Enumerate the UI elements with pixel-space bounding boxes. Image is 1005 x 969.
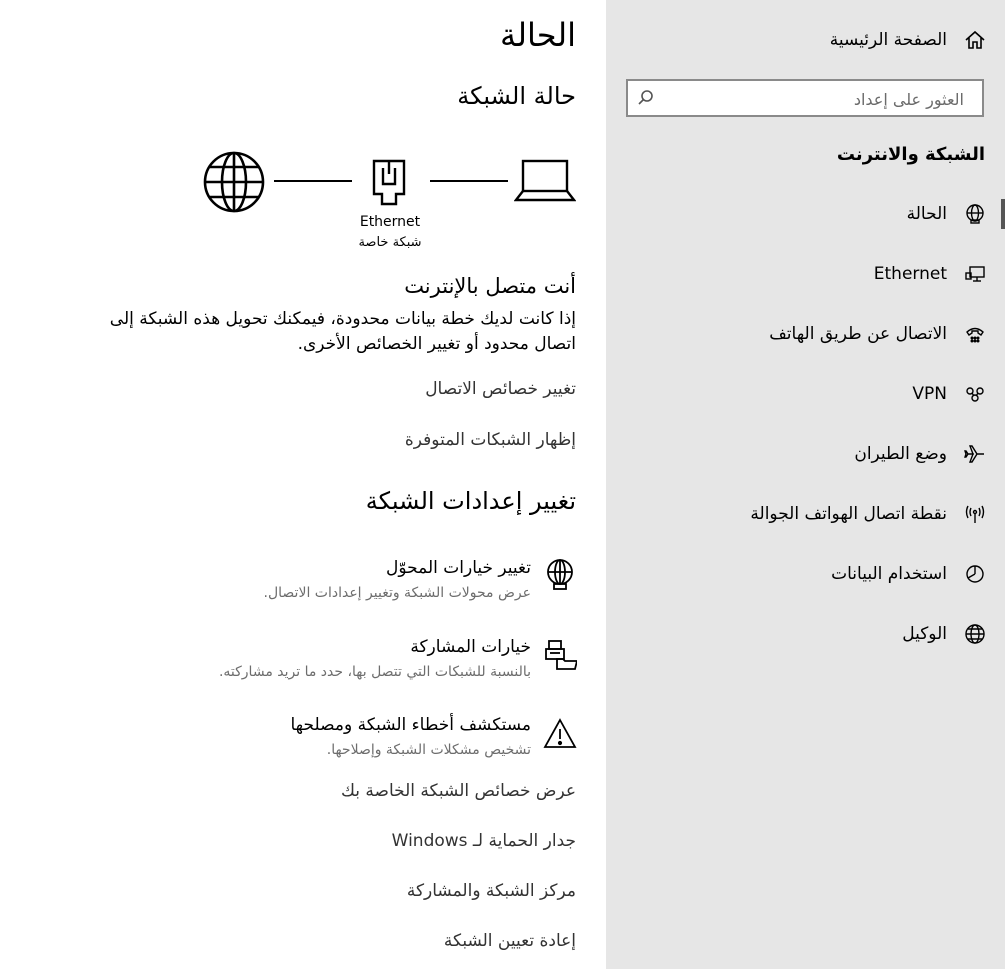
sidebar-item-label: الوكيل [902, 624, 947, 644]
sidebar-item-label: وضع الطيران [854, 444, 947, 464]
sidebar-item-label: استخدام البيانات [831, 564, 947, 584]
sidebar-item-status[interactable] [627, 194, 987, 234]
option-subtitle: بالنسبة للشبكات التي تتصل بها، حدد ما تريد مشاركته. [218, 664, 531, 680]
adapter-name-label: Ethernet [359, 214, 421, 230]
option-subtitle: عرض محولات الشبكة وتغيير إعدادات الاتصال. [263, 585, 531, 601]
windows-firewall-link[interactable]: جدار الحماية لـ Windows [391, 831, 576, 851]
computer-laptop-icon [514, 158, 576, 204]
dialup-icon [963, 322, 987, 346]
status-globe-icon [963, 202, 987, 226]
ethernet-icon [963, 262, 987, 286]
connected-heading: أنت متصل بالإنترنت [404, 274, 576, 298]
connected-description-line1: إذا كانت لديك خطة بيانات محدودة، فيمكنك تحويل هذه الشبكة إلى [109, 309, 576, 329]
sharing-icon [543, 638, 577, 672]
network-profile-label: شبكة خاصة [358, 235, 422, 250]
page-title: الحالة [500, 16, 576, 54]
network-reset-link[interactable]: إعادة تعيين الشبكة [443, 931, 576, 951]
sidebar-item-label: الحالة [906, 204, 947, 224]
option-title: خيارات المشاركة [410, 637, 531, 657]
show-available-networks-link[interactable]: إظهار الشبكات المتوفرة [404, 430, 576, 450]
search-input[interactable] [662, 81, 966, 117]
sidebar-item-vpn[interactable] [627, 374, 987, 414]
sidebar-item-label: نقطة اتصال الهواتف الجوالة [750, 504, 947, 524]
warning-icon [543, 717, 577, 751]
connection-line-left [274, 180, 352, 182]
sidebar-item-airplane[interactable] [627, 434, 987, 474]
home-label: الصفحة الرئيسية [829, 30, 947, 50]
proxy-globe-icon [963, 622, 987, 646]
internet-globe-icon [203, 151, 265, 213]
home-icon [963, 28, 987, 52]
sidebar-item-proxy[interactable] [627, 614, 987, 654]
change-connection-properties-link[interactable]: تغيير خصائص الاتصال [425, 379, 576, 399]
ethernet-port-icon [371, 158, 407, 208]
sidebar-item-label: Ethernet [873, 264, 947, 284]
connection-line-right [430, 180, 508, 182]
search-box[interactable] [626, 79, 984, 117]
connected-description-line2: اتصال محدود أو تغيير الخصائص الأخرى. [297, 334, 576, 354]
selection-indicator [1001, 199, 1005, 229]
change-network-settings-heading: تغيير إعدادات الشبكة [365, 487, 576, 515]
data-usage-icon [963, 562, 987, 586]
sidebar-item-label: الاتصال عن طريق الهاتف [769, 324, 947, 344]
network-status-heading: حالة الشبكة [457, 82, 576, 110]
section-title: الشبكة والانترنت [836, 144, 985, 165]
home-nav-item[interactable] [627, 20, 987, 60]
option-subtitle: تشخيص مشكلات الشبكة وإصلاحها. [326, 742, 531, 758]
settings-sidebar [606, 0, 1005, 969]
option-title: مستكشف أخطاء الشبكة ومصلحها [290, 715, 531, 735]
sidebar-item-data-usage[interactable] [627, 554, 987, 594]
sidebar-item-hotspot[interactable] [627, 494, 987, 534]
airplane-icon [963, 442, 987, 466]
adapter-globe-icon [543, 557, 577, 591]
network-sharing-center-link[interactable]: مركز الشبكة والمشاركة [406, 881, 576, 901]
option-title: تغيير خيارات المحوّل [386, 558, 531, 578]
vpn-icon [963, 382, 987, 406]
sidebar-item-dialup[interactable] [627, 314, 987, 354]
search-icon [637, 89, 655, 107]
hotspot-icon [963, 502, 987, 526]
view-network-properties-link[interactable]: عرض خصائص الشبكة الخاصة بك [340, 781, 576, 801]
sidebar-item-ethernet[interactable] [627, 254, 987, 294]
sidebar-item-label: VPN [912, 384, 947, 404]
